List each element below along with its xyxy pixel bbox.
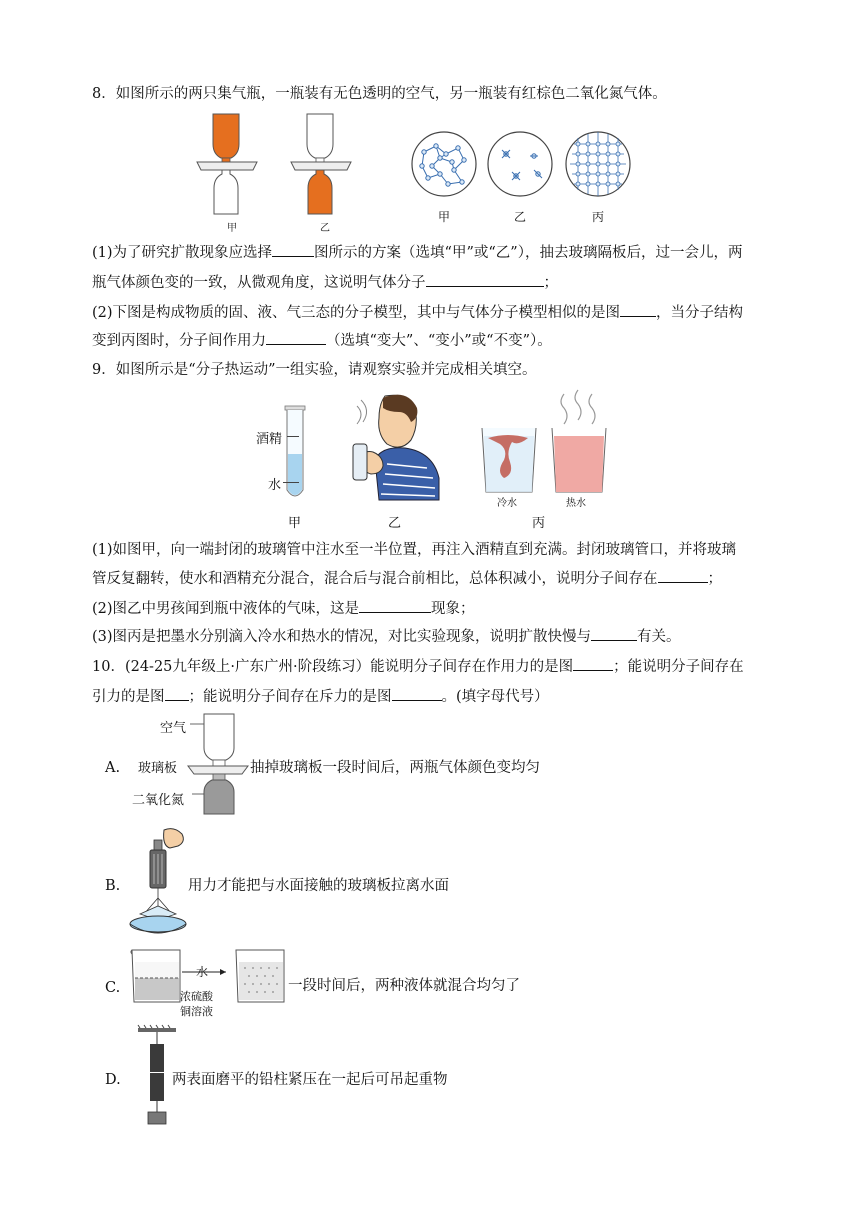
- q10-stem-a: 10．(24-25九年级上·广东广州·阶段练习）能说明分子间存在作用力的是图: [92, 659, 574, 675]
- q8-blank-4[interactable]: [266, 330, 326, 345]
- q10-stem-d: ；能说明分子间存在斥力的是图: [188, 689, 392, 705]
- q9-label-jia: 甲: [288, 516, 302, 531]
- q8-molecule-models: [410, 130, 635, 200]
- q8-p2-c: 变到丙图时，分子间作用力: [92, 333, 266, 349]
- q8-p1-c: 瓶气体颜色变的一致，从微观角度，这说明气体分子: [92, 275, 426, 291]
- q9-test-tube: [283, 406, 307, 502]
- water-pointer-line: [283, 482, 299, 483]
- bottle-label-yi: 乙: [320, 223, 330, 234]
- q9-p3-a: (3)图丙是把墨水分别滴入冷水和热水的情况，对比实验现象，说明扩散快慢与: [92, 629, 592, 645]
- q9-p2-a: (2)图乙中男孩闻到瓶中液体的气味，这是: [92, 601, 360, 617]
- option-a-letter: A.: [105, 760, 121, 776]
- q8-p1-a: (1)为了研究扩散现象应选择: [92, 245, 273, 261]
- q10-blank-2[interactable]: [165, 686, 189, 701]
- q9-stem: 9．如图所示是“分子热运动”一组实验，请观察实验并完成相关填空。: [92, 362, 537, 378]
- q9-blank-2[interactable]: [359, 598, 431, 613]
- q10-stem-e: 。(填字母代号）: [441, 689, 549, 705]
- option-c-text: 一段时间后，两种液体就混合均匀了: [288, 978, 520, 994]
- q9-beakers-figure: [478, 388, 616, 496]
- q8-p2-b: ，当分子结构: [656, 305, 744, 321]
- model-label-yi: 乙: [514, 210, 527, 224]
- q8-blank-3[interactable]: [620, 302, 656, 317]
- model-label-jia: 甲: [438, 210, 451, 224]
- q9-p3-b: 有关。: [637, 629, 681, 645]
- q10-stem-line1: [92, 656, 744, 677]
- option-a-no2-label: 二氧化氮: [132, 793, 185, 808]
- q9-blank-3[interactable]: [591, 626, 637, 641]
- q9-p1-a: (1)如图甲，向一端封闭的玻璃管中注水至一半位置，再注入酒精直到充满。封闭玻璃管口，并将玻璃: [92, 542, 737, 558]
- alcohol-pointer-line: [287, 436, 299, 437]
- option-b-text: 用力才能把与水面接触的玻璃板拉离水面: [188, 878, 449, 894]
- option-c-water-label: 水: [196, 965, 209, 979]
- q9-label-yi: 乙: [388, 516, 402, 531]
- q8-blank-2[interactable]: [426, 272, 544, 287]
- option-a-text: 抽掉玻璃板一段时间后，两瓶气体颜色变均匀: [250, 760, 540, 776]
- q10-blank-3[interactable]: [392, 686, 442, 701]
- tube-alcohol-label: 酒精: [256, 432, 283, 447]
- q10-stem-line2: [92, 686, 549, 707]
- option-b-letter: B.: [105, 878, 121, 894]
- q9-part3: [92, 626, 681, 647]
- q9-p2-b: 现象；: [431, 601, 475, 617]
- q9-p1-c: ；: [707, 571, 722, 587]
- q9-p1-b: 管反复翻转，使水和酒精充分混合，混合后与混合前相比，总体积减小，说明分子间存在: [92, 571, 658, 587]
- option-a-glass-label: 玻璃板: [138, 761, 178, 776]
- q9-blank-1[interactable]: [658, 568, 708, 583]
- q10-stem-c: 引力的是图: [92, 689, 165, 705]
- q9-part2: [92, 598, 475, 619]
- option-a-figure: [186, 712, 250, 818]
- tube-water-label: 水: [268, 478, 282, 493]
- q8-part2-line2: [92, 330, 552, 351]
- q9-boy-figure: [345, 394, 441, 504]
- q8-part1-line2: [92, 272, 558, 293]
- q8-blank-1[interactable]: [272, 242, 314, 257]
- q9-label-bing: 丙: [532, 516, 546, 531]
- q8-part1-line1: [92, 242, 742, 263]
- option-d-letter: D.: [105, 1072, 121, 1088]
- option-a-air-label: 空气: [160, 721, 187, 736]
- q8-p2-d: （选填“变大”、“变小”或“不变”）。: [326, 333, 552, 349]
- hot-water-label: 热水: [566, 498, 586, 509]
- q10-stem-b: ；能说明分子间存在: [613, 659, 744, 675]
- q9-part1-line2: [92, 568, 722, 589]
- model-label-bing: 丙: [592, 210, 605, 224]
- q8-bottles-figure: [195, 112, 375, 232]
- q8-p1-b: 图所示的方案（选填“甲”或“乙”），抽去玻璃隔板后，过一会儿，两: [314, 245, 743, 261]
- option-c-cuso4-label-2: 铜溶液: [180, 1005, 213, 1018]
- q8-stem: 8．如图所示的两只集气瓶，一瓶装有无色透明的空气，另一瓶装有红棕色二氧化氮气体。: [92, 86, 667, 102]
- option-b-figure: [128, 826, 194, 938]
- q8-p2-a: (2)下图是构成物质的固、液、气三态的分子模型，其中与气体分子模型相似的是图: [92, 305, 621, 321]
- q10-blank-1[interactable]: [573, 656, 613, 671]
- q8-p1-d: ；: [543, 275, 558, 291]
- cold-water-label: 冷水: [497, 498, 517, 509]
- option-c-cuso4-label-1: 浓硫酸: [180, 990, 213, 1003]
- bottle-label-jia: 甲: [227, 223, 237, 234]
- option-d-text: 两表面磨平的铅柱紧压在一起后可吊起重物: [172, 1072, 448, 1088]
- q8-part2-line1: [92, 302, 743, 323]
- option-c-letter: C.: [105, 980, 121, 996]
